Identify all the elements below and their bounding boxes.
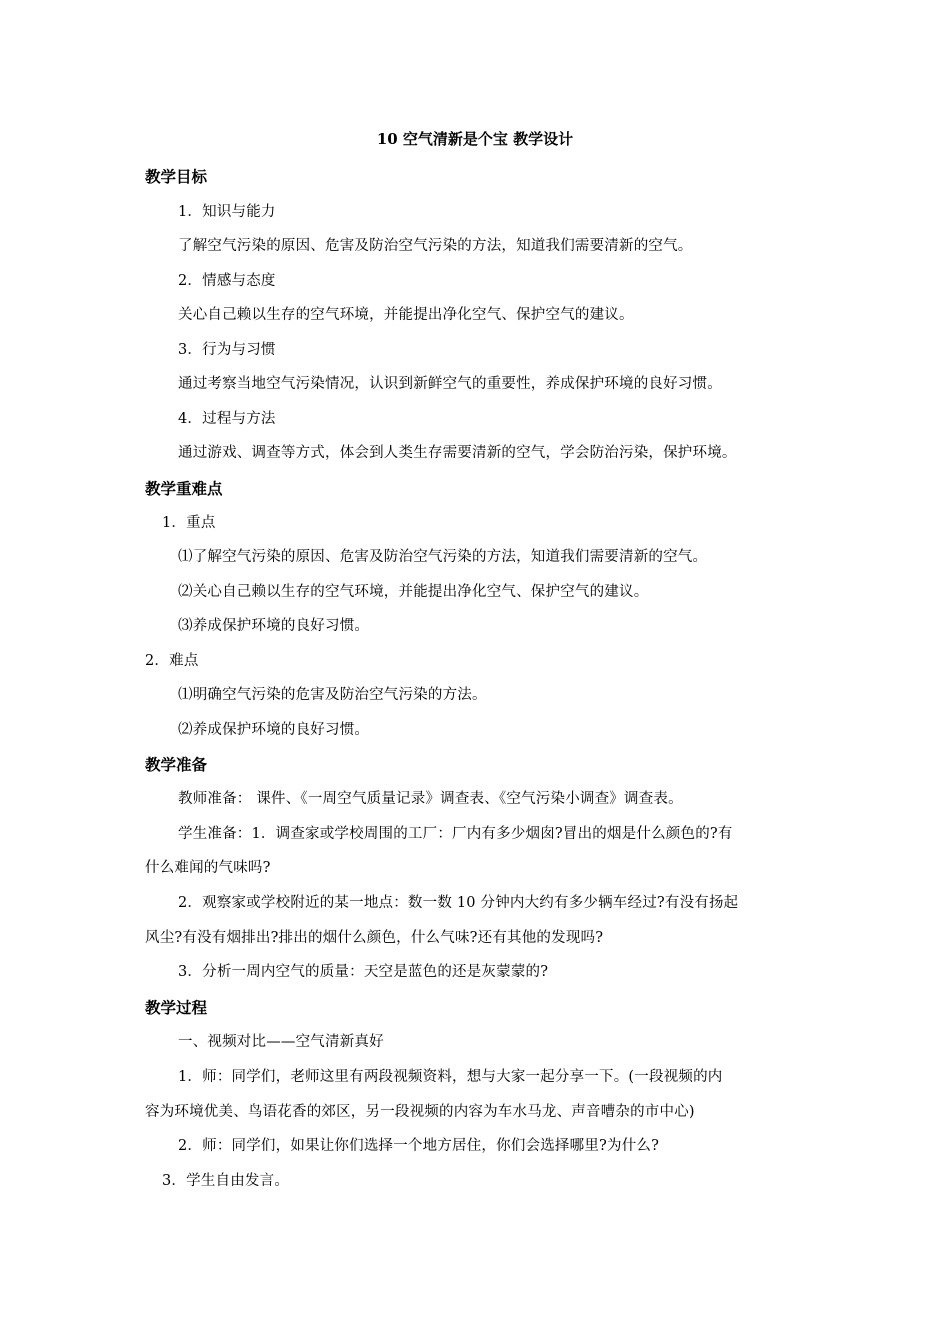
difficulty-label: 2．难点 [145, 653, 199, 669]
objective-item-3: 3．行为与习惯 [178, 342, 276, 358]
section-heading-preparation: 教学准备 [145, 755, 208, 774]
key-point-1: ⑴了解空气污染的原因、危害及防治空气污染的方法，知道我们需要清新的空气。 [178, 549, 708, 565]
difficulty-2: ⑵养成保护环境的良好习惯。 [178, 722, 370, 738]
student-preparation-1b: 什么难闻的气味吗? [145, 860, 271, 876]
objective-text-4: 通过游戏、调查等方式，体会到人类生存需要清新的空气，学会防治污染，保护环境。 [178, 445, 737, 461]
key-point-3: ⑶养成保护环境的良好习惯。 [178, 618, 370, 634]
objective-item-4: 4．过程与方法 [178, 411, 276, 427]
student-preparation-2b: 风尘?有没有烟排出?排出的烟什么颜色，什么气味?还有其他的发现吗? [145, 930, 604, 946]
student-preparation-2a: 2．观察家或学校附近的某一地点：数一数 10 分钟内大约有多少辆车经过?有没有扬起 [178, 895, 739, 911]
student-preparation-3: 3．分析一周内空气的质量：天空是蓝色的还是灰蒙蒙的? [178, 964, 549, 980]
objective-item-1: 1．知识与能力 [178, 204, 276, 220]
process-step-2: 2．师：同学们，如果让你们选择一个地方居住，你们会选择哪里?为什么? [178, 1138, 660, 1154]
process-part-1-heading: 一、视频对比——空气清新真好 [178, 1034, 384, 1050]
section-heading-objectives: 教学目标 [145, 167, 208, 186]
objective-text-1: 了解空气污染的原因、危害及防治空气污染的方法，知道我们需要清新的空气。 [178, 238, 693, 254]
objective-item-2: 2．情感与态度 [178, 273, 276, 289]
process-step-1b: 容为环境优美、鸟语花香的郊区，另一段视频的内容为车水马龙、声音嘈杂的市中心) [145, 1104, 695, 1120]
key-point-2: ⑵关心自己赖以生存的空气环境，并能提出净化空气、保护空气的建议。 [178, 584, 649, 600]
objective-text-2: 关心自己赖以生存的空气环境，并能提出净化空气、保护空气的建议。 [178, 307, 634, 323]
objective-text-3: 通过考察当地空气污染情况，认识到新鲜空气的重要性，养成保护环境的良好习惯。 [178, 376, 722, 392]
section-heading-process: 教学过程 [145, 998, 208, 1017]
section-heading-key-points: 教学重难点 [145, 479, 223, 498]
document-title: 10 空气清新是个宝 教学设计 [376, 130, 574, 148]
difficulty-1: ⑴明确空气污染的危害及防治空气污染的方法。 [178, 687, 487, 703]
process-step-3: 3．学生自由发言。 [162, 1173, 290, 1189]
teacher-preparation: 教师准备： 课件、《一周空气质量记录》调查表、《空气污染小调查》调查表。 [178, 791, 683, 807]
key-point-label: 1．重点 [162, 515, 216, 531]
student-preparation-1a: 学生准备：1．调查家或学校周围的工厂：厂内有多少烟囱?冒出的烟是什么颜色的?有 [178, 826, 733, 842]
process-step-1a: 1．师：同学们，老师这里有两段视频资料，想与大家一起分享一下。(一段视频的内 [178, 1069, 723, 1085]
